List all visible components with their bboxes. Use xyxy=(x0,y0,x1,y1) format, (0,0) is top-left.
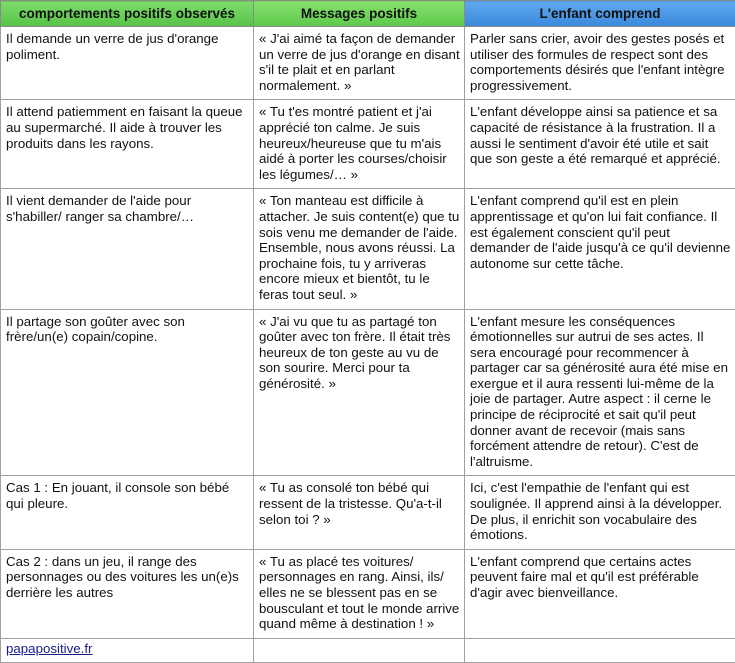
table-header xyxy=(1,1,735,27)
table-row xyxy=(1,27,735,100)
message-cell: « J'ai vu que tu as partagé ton goûter avec ton frère. Il était très heureux de ton geste au vu de son sourire. Merci pour ta générosité. » xyxy=(254,309,465,476)
understands-cell: L'enfant comprend que certains actes peuvent faire mal et qu'il est préférable d'agir avec bienveillance. xyxy=(465,549,735,638)
understands-cell: L'enfant comprend qu'il est en plein apprentissage et qu'on lui fait confiance. Il est également conscient qu'il peut demander de l'aide jusqu'à ce qu'il devienne autonome sur cette tâche. xyxy=(465,189,735,309)
behavior-cell: Cas 1 : En jouant, il console son bébé qui pleure. xyxy=(1,476,254,549)
header-behaviors: comportements positifs observés xyxy=(1,1,254,27)
behavior-cell: Il partage son goûter avec son frère/un(e) copain/copine. xyxy=(1,309,254,476)
empty-cell xyxy=(254,638,465,663)
footer-row xyxy=(1,638,735,663)
source-cell xyxy=(1,638,254,663)
understands-cell: Parler sans crier, avoir des gestes posés et utiliser des formules de respect sont des comportements désirés que l'enfant intègre progressivement. xyxy=(465,27,735,100)
behavior-cell: Il vient demander de l'aide pour s'habiller/ ranger sa chambre/… xyxy=(1,189,254,309)
message-cell: « Ton manteau est difficile à attacher. Je suis content(e) que tu sois venu me demander de l'aide. Ensemble, nous avons réussi. La prochaine fois, tu y arriveras encore mieux et bientôt, tu le feras tout seul. » xyxy=(254,189,465,309)
empty-cell xyxy=(465,638,735,663)
table-row xyxy=(1,189,735,309)
message-cell: « J'ai aimé ta façon de demander un verre de jus d'orange en disant s'il te plait et en parlant normalement. » xyxy=(254,27,465,100)
behavior-cell: Il demande un verre de jus d'orange poliment. xyxy=(1,27,254,100)
understands-cell: Ici, c'est l'empathie de l'enfant qui est soulignée. Il apprend ainsi à la développer. De plus, il enrichit son vocabulaire des émotions. xyxy=(465,476,735,549)
understands-cell: L'enfant mesure les conséquences émotionnelles sur autrui de ses actes. Il sera encouragé pour recommencer à partager car sa générosité aura été mise en exergue et il aura ressenti lui-même de la joie de partager. Autre aspect : il cerne le principe de réciprocité et sait qu'il peut donner avant de recevoir (mais sans forcément attendre de retour). C'est de l'altruisme. xyxy=(465,309,735,476)
table-row xyxy=(1,476,735,549)
message-cell: « Tu t'es montré patient et j'ai apprécié ton calme. Je suis heureux/heureuse que tu m'ais aidé à porter les courses/choisir les légumes/… » xyxy=(254,100,465,189)
table-row xyxy=(1,549,735,638)
header-messages: Messages positifs xyxy=(254,1,465,27)
table-row xyxy=(1,309,735,476)
understands-cell: L'enfant développe ainsi sa patience et sa capacité de résistance à la frustration. Il a aussi le sentiment d'avoir été utile et sait que son geste a été remarqué et apprécié. xyxy=(465,100,735,189)
source-link[interactable]: papapositive.fr xyxy=(6,641,92,656)
behavior-cell: Cas 2 : dans un jeu, il range des personnages ou des voitures les un(e)s derrière les autres xyxy=(1,549,254,638)
message-cell: « Tu as placé tes voitures/ personnages en rang. Ainsi, ils/ elles ne se blessent pas en se bousculant et tout le monde arrive quand même à destination ! » xyxy=(254,549,465,638)
header-understands: L'enfant comprend xyxy=(465,1,735,27)
behavior-cell: Il attend patiemment en faisant la queue au supermarché. Il aide à trouver les produits dans les rayons. xyxy=(1,100,254,189)
message-cell: « Tu as consolé ton bébé qui ressent de la tristesse. Qu'a-t-il selon toi ? » xyxy=(254,476,465,549)
table-body xyxy=(1,27,735,663)
table-row xyxy=(1,100,735,189)
